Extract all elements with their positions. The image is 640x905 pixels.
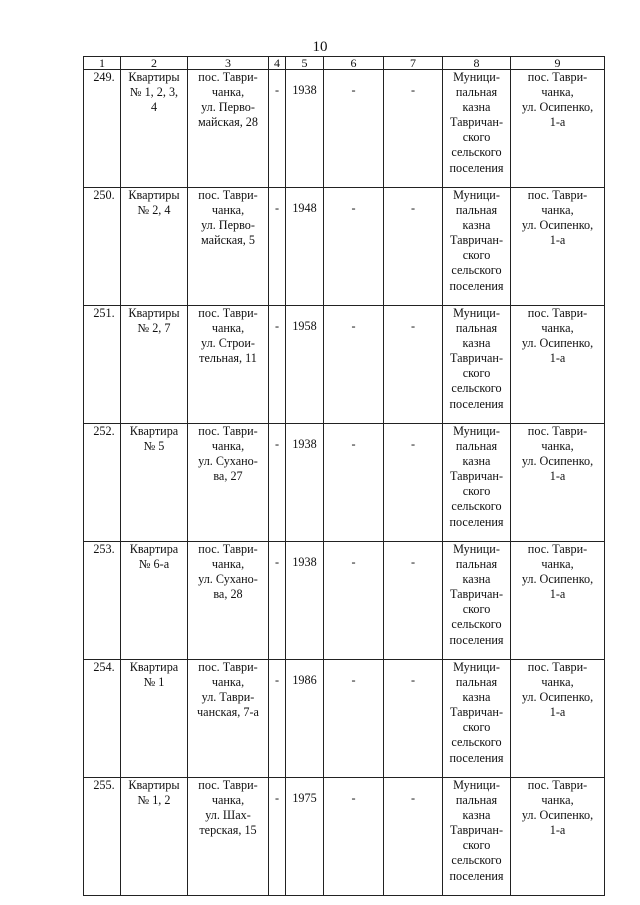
object-name-cell bbox=[121, 542, 188, 660]
column-6-cell bbox=[324, 778, 384, 896]
holder-address-line: пос. Таври- bbox=[527, 306, 588, 320]
address-cell bbox=[188, 660, 269, 778]
column-4-cell bbox=[269, 542, 286, 660]
row-number-cell bbox=[84, 542, 121, 660]
holder-address-line: 1-а bbox=[549, 823, 566, 838]
owner-line: казна bbox=[462, 336, 491, 351]
owner-cell bbox=[443, 70, 511, 188]
object-name-line: № 6-а bbox=[138, 557, 170, 572]
row-number: 250. bbox=[93, 188, 115, 202]
object-name-line: № 2, 4 bbox=[137, 203, 171, 218]
owner-cell bbox=[443, 306, 511, 424]
address-cell bbox=[188, 542, 269, 660]
owner-line: ского bbox=[462, 130, 491, 145]
table-row bbox=[84, 70, 605, 188]
owner-line: Тавричан- bbox=[449, 351, 504, 366]
year-cell bbox=[286, 306, 324, 424]
object-name-line: № 1, 2, 3, bbox=[129, 85, 179, 100]
row-number: 254. bbox=[93, 660, 115, 674]
owner-line: ского bbox=[462, 720, 491, 735]
owner-line: Тавричан- bbox=[449, 823, 504, 838]
column-4-value: - bbox=[274, 555, 280, 569]
holder-address-line: 1-а bbox=[549, 351, 566, 366]
holder-address-cell bbox=[511, 542, 605, 660]
column-6-value: - bbox=[351, 791, 356, 805]
object-name-line: Квартиры bbox=[128, 70, 180, 84]
holder-address-cell bbox=[511, 306, 605, 424]
year-value: 1975 bbox=[292, 791, 317, 805]
owner-line: поселения bbox=[449, 278, 504, 293]
address-line: чанка, bbox=[211, 85, 245, 100]
holder-address-line: ул. Осипенко, bbox=[521, 808, 594, 823]
holder-address-cell bbox=[511, 188, 605, 306]
holder-address-line: ул. Осипенко, bbox=[521, 572, 594, 587]
object-name-cell bbox=[121, 188, 188, 306]
column-7-value: - bbox=[410, 83, 416, 97]
address-line: чанка, bbox=[211, 557, 245, 572]
row-number-cell bbox=[84, 778, 121, 896]
object-name-line: Квартиры bbox=[128, 778, 180, 792]
address-line: терская, 15 bbox=[199, 823, 257, 838]
owner-line: сельского bbox=[451, 381, 502, 396]
column-7-cell bbox=[384, 424, 443, 542]
owner-cell bbox=[443, 542, 511, 660]
holder-address-line: пос. Таври- bbox=[527, 188, 588, 202]
address-cell bbox=[188, 70, 269, 188]
address-line: ва, 27 bbox=[213, 469, 243, 484]
column-header: 8 bbox=[443, 57, 511, 70]
object-name-line: Квартира bbox=[129, 542, 179, 556]
column-6-value: - bbox=[351, 319, 356, 333]
year-value: 1938 bbox=[292, 83, 317, 97]
column-7-cell bbox=[384, 70, 443, 188]
owner-line: сельского bbox=[451, 617, 502, 632]
column-7-value: - bbox=[410, 791, 416, 805]
column-6-cell bbox=[324, 542, 384, 660]
column-6-cell bbox=[324, 660, 384, 778]
address-cell bbox=[188, 306, 269, 424]
owner-line: пальная bbox=[455, 439, 498, 454]
owner-line: сельского bbox=[451, 735, 502, 750]
column-4-cell bbox=[269, 306, 286, 424]
column-6-value: - bbox=[351, 437, 356, 451]
holder-address-line: ул. Осипенко, bbox=[521, 454, 594, 469]
owner-line: поселения bbox=[449, 160, 504, 175]
owner-line: Муници- bbox=[453, 188, 500, 202]
property-register-table bbox=[83, 56, 605, 896]
year-cell bbox=[286, 660, 324, 778]
column-7-cell bbox=[384, 778, 443, 896]
year-value: 1948 bbox=[292, 201, 317, 215]
owner-line: сельского bbox=[451, 499, 502, 514]
owner-line: ского bbox=[462, 838, 491, 853]
year-value: 1958 bbox=[292, 319, 317, 333]
row-number-cell bbox=[84, 70, 121, 188]
column-6-cell bbox=[324, 188, 384, 306]
row-number-cell bbox=[84, 660, 121, 778]
column-4-cell bbox=[269, 778, 286, 896]
column-7-cell bbox=[384, 306, 443, 424]
row-number-cell bbox=[84, 306, 121, 424]
owner-line: пальная bbox=[455, 675, 498, 690]
address-cell bbox=[188, 778, 269, 896]
year-value: 1986 bbox=[292, 673, 317, 687]
owner-line: поселения bbox=[449, 632, 504, 647]
row-number: 253. bbox=[93, 542, 115, 556]
owner-line: пальная bbox=[455, 557, 498, 572]
address-line: ва, 28 bbox=[213, 587, 243, 602]
column-header: 1 bbox=[84, 57, 121, 70]
column-6-value: - bbox=[351, 673, 356, 687]
column-header: 7 bbox=[384, 57, 443, 70]
owner-line: сельского bbox=[451, 145, 502, 160]
address-line: ул. Сухано- bbox=[198, 572, 258, 587]
address-line: пос. Таври- bbox=[198, 424, 258, 438]
address-line: чанка, bbox=[211, 321, 245, 336]
holder-address-line: пос. Таври- bbox=[527, 70, 588, 84]
address-line: пос. Таври- bbox=[198, 778, 258, 792]
holder-address-line: 1-а bbox=[549, 233, 566, 248]
holder-address-line: пос. Таври- bbox=[527, 542, 588, 556]
address-line: чанка, bbox=[211, 439, 245, 454]
owner-line: Тавричан- bbox=[449, 469, 504, 484]
address-line: ул. Шах- bbox=[205, 808, 251, 823]
column-number-row bbox=[84, 57, 605, 70]
holder-address-line: чанка, bbox=[541, 321, 574, 336]
object-name-line: № 1 bbox=[143, 675, 165, 690]
page-number: 10 bbox=[312, 39, 328, 55]
owner-line: Тавричан- bbox=[449, 705, 504, 720]
object-name-cell bbox=[121, 70, 188, 188]
table-row bbox=[84, 542, 605, 660]
column-6-cell bbox=[324, 306, 384, 424]
address-line: чанка, bbox=[211, 793, 245, 808]
table-row bbox=[84, 660, 605, 778]
owner-cell bbox=[443, 660, 511, 778]
column-7-value: - bbox=[410, 201, 416, 215]
owner-line: казна bbox=[462, 690, 491, 705]
column-4-cell bbox=[269, 424, 286, 542]
row-number: 255. bbox=[93, 778, 115, 792]
year-value: 1938 bbox=[292, 555, 317, 569]
owner-line: ского bbox=[462, 484, 491, 499]
table-row bbox=[84, 424, 605, 542]
year-cell bbox=[286, 188, 324, 306]
holder-address-line: чанка, bbox=[541, 675, 574, 690]
column-header: 6 bbox=[324, 57, 384, 70]
column-7-value: - bbox=[410, 555, 416, 569]
object-name-cell bbox=[121, 660, 188, 778]
address-line: чанка, bbox=[211, 203, 245, 218]
row-number: 251. bbox=[93, 306, 115, 320]
address-line: майская, 28 bbox=[197, 115, 258, 130]
object-name-line: № 1, 2 bbox=[137, 793, 171, 808]
owner-line: пальная bbox=[455, 85, 498, 100]
column-7-value: - bbox=[410, 673, 416, 687]
column-header: 5 bbox=[286, 57, 324, 70]
column-6-cell bbox=[324, 424, 384, 542]
owner-line: Тавричан- bbox=[449, 587, 504, 602]
object-name-cell bbox=[121, 306, 188, 424]
owner-line: Муници- bbox=[453, 424, 500, 438]
column-6-value: - bbox=[351, 201, 356, 215]
holder-address-line: чанка, bbox=[541, 85, 574, 100]
address-line: пос. Таври- bbox=[198, 70, 258, 84]
address-line: пос. Таври- bbox=[198, 660, 258, 674]
address-line: ул. Сухано- bbox=[198, 454, 258, 469]
column-4-value: - bbox=[274, 83, 280, 97]
address-cell bbox=[188, 424, 269, 542]
owner-line: казна bbox=[462, 454, 491, 469]
owner-line: сельского bbox=[451, 263, 502, 278]
owner-line: поселения bbox=[449, 750, 504, 765]
owner-line: ского bbox=[462, 366, 491, 381]
column-header: 9 bbox=[511, 57, 605, 70]
year-value: 1938 bbox=[292, 437, 317, 451]
owner-line: пальная bbox=[455, 203, 498, 218]
owner-line: поселения bbox=[449, 396, 504, 411]
holder-address-line: пос. Таври- bbox=[527, 424, 588, 438]
column-7-value: - bbox=[410, 319, 416, 333]
object-name-line: № 5 bbox=[143, 439, 165, 454]
year-cell bbox=[286, 424, 324, 542]
owner-line: Муници- bbox=[453, 306, 500, 320]
column-header: 2 bbox=[121, 57, 188, 70]
owner-line: казна bbox=[462, 572, 491, 587]
column-6-cell bbox=[324, 70, 384, 188]
column-4-cell bbox=[269, 70, 286, 188]
column-7-cell bbox=[384, 188, 443, 306]
column-4-cell bbox=[269, 660, 286, 778]
row-number-cell bbox=[84, 424, 121, 542]
holder-address-cell bbox=[511, 660, 605, 778]
holder-address-line: 1-а bbox=[549, 469, 566, 484]
column-4-value: - bbox=[274, 791, 280, 805]
column-6-value: - bbox=[351, 555, 356, 569]
owner-line: Тавричан- bbox=[449, 233, 504, 248]
object-name-cell bbox=[121, 424, 188, 542]
holder-address-line: ул. Осипенко, bbox=[521, 100, 594, 115]
object-name-line: Квартира bbox=[129, 660, 179, 674]
owner-line: пальная bbox=[455, 793, 498, 808]
address-line: пос. Таври- bbox=[198, 542, 258, 556]
table-row bbox=[84, 188, 605, 306]
holder-address-cell bbox=[511, 778, 605, 896]
owner-cell bbox=[443, 778, 511, 896]
row-number: 252. bbox=[93, 424, 115, 438]
owner-line: поселения bbox=[449, 514, 504, 529]
holder-address-line: 1-а bbox=[549, 587, 566, 602]
column-6-value: - bbox=[351, 83, 356, 97]
owner-line: казна bbox=[462, 808, 491, 823]
holder-address-cell bbox=[511, 424, 605, 542]
owner-line: сельского bbox=[451, 853, 502, 868]
object-name-cell bbox=[121, 778, 188, 896]
row-number-cell bbox=[84, 188, 121, 306]
owner-line: Муници- bbox=[453, 70, 500, 84]
column-4-value: - bbox=[274, 319, 280, 333]
holder-address-line: пос. Таври- bbox=[527, 778, 588, 792]
owner-line: Тавричан- bbox=[449, 115, 504, 130]
column-4-value: - bbox=[274, 673, 280, 687]
owner-line: казна bbox=[462, 100, 491, 115]
year-cell bbox=[286, 778, 324, 896]
column-7-cell bbox=[384, 542, 443, 660]
holder-address-line: чанка, bbox=[541, 203, 574, 218]
holder-address-cell bbox=[511, 70, 605, 188]
table-row bbox=[84, 306, 605, 424]
address-line: пос. Таври- bbox=[198, 306, 258, 320]
holder-address-line: 1-а bbox=[549, 115, 566, 130]
holder-address-line: чанка, bbox=[541, 439, 574, 454]
address-line: чанская, 7-а bbox=[197, 705, 259, 720]
object-name-line: 4 bbox=[150, 100, 158, 115]
owner-line: Муници- bbox=[453, 542, 500, 556]
object-name-line: Квартиры bbox=[128, 188, 180, 202]
holder-address-line: чанка, bbox=[541, 557, 574, 572]
address-line: ул. Перво- bbox=[201, 100, 255, 115]
column-header: 4 bbox=[269, 57, 286, 70]
holder-address-line: 1-а bbox=[549, 705, 566, 720]
object-name-line: Квартиры bbox=[128, 306, 180, 320]
row-number: 249. bbox=[93, 70, 115, 84]
holder-address-line: пос. Таври- bbox=[527, 660, 588, 674]
year-cell bbox=[286, 70, 324, 188]
address-line: майская, 5 bbox=[201, 233, 255, 248]
column-4-value: - bbox=[274, 437, 280, 451]
holder-address-line: чанка, bbox=[541, 793, 574, 808]
address-line: ул. Перво- bbox=[201, 218, 255, 233]
address-line: ул. Строи- bbox=[201, 336, 255, 351]
owner-line: пальная bbox=[455, 321, 498, 336]
owner-line: ского bbox=[462, 602, 491, 617]
owner-line: ского bbox=[462, 248, 491, 263]
column-4-value: - bbox=[274, 201, 280, 215]
owner-line: казна bbox=[462, 218, 491, 233]
owner-line: поселения bbox=[449, 868, 504, 883]
address-line: тельная, 11 bbox=[199, 351, 257, 366]
column-7-cell bbox=[384, 660, 443, 778]
object-name-line: Квартира bbox=[129, 424, 179, 438]
year-cell bbox=[286, 542, 324, 660]
holder-address-line: ул. Осипенко, bbox=[521, 690, 594, 705]
owner-cell bbox=[443, 424, 511, 542]
owner-cell bbox=[443, 188, 511, 306]
address-line: чанка, bbox=[211, 675, 245, 690]
column-header: 3 bbox=[188, 57, 269, 70]
holder-address-line: ул. Осипенко, bbox=[521, 336, 594, 351]
address-line: пос. Таври- bbox=[198, 188, 258, 202]
table-row bbox=[84, 778, 605, 896]
address-line: ул. Таври- bbox=[201, 690, 255, 705]
object-name-line: № 2, 7 bbox=[137, 321, 171, 336]
owner-line: Муници- bbox=[453, 660, 500, 674]
column-7-value: - bbox=[410, 437, 416, 451]
holder-address-line: ул. Осипенко, bbox=[521, 218, 594, 233]
owner-line: Муници- bbox=[453, 778, 500, 792]
address-cell bbox=[188, 188, 269, 306]
column-4-cell bbox=[269, 188, 286, 306]
